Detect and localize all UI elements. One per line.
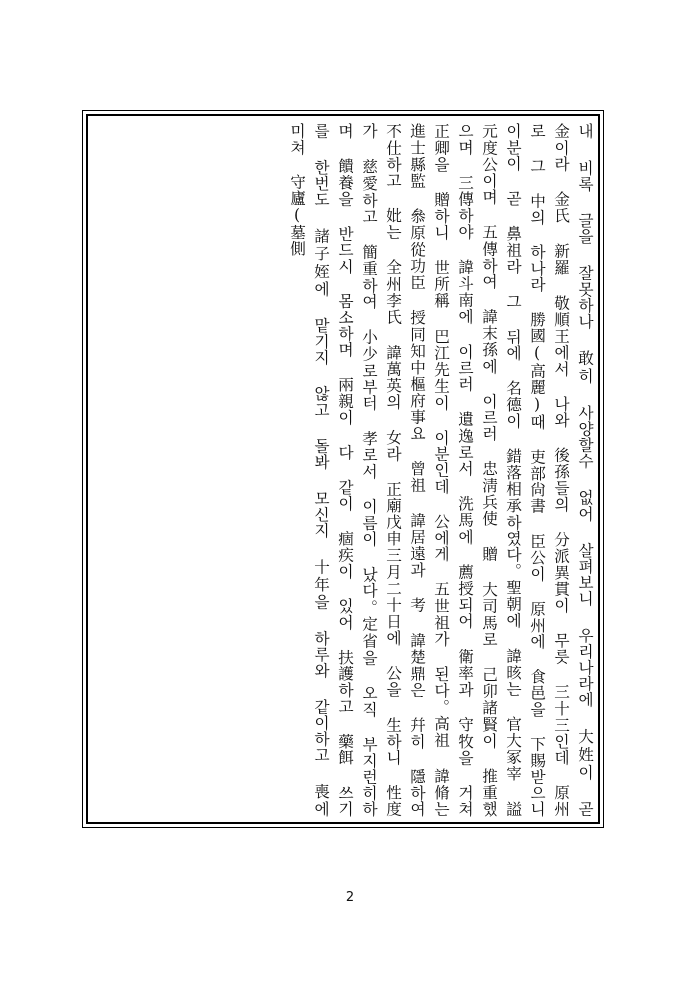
body-text: 내 비록 글을 잘못하나 敢히 사양할수 없어 살펴보니 우리나라에 大姓이 곧 金이라 金氏 新羅 敬順王에서 나와 後孫들의 分派異貫이 무릇 三十三인데 原州로 그 中의 하나라 勝國(高麗)때 吏部尙書 臣公이 原州에 食邑을 下賜받으니 이분이 곧 鼻祖라 그 뒤에 名德이 錯落相承하였다。聖朝에 諱晐는 官大冢宰 謚元度公이며 五傳하여 諱末孫에 이르러 忠淸兵使 贈 大司馬로 己卯諸賢이 推重했으며 三傳하야 諱斗南에 이르러 遺逸로서 洗馬에 薦授되어 衛率과 守牧을 거쳐 正卿을 贈하니 世所稱 巴江先生이 이분인데 公에게 五世祖가 된다。高祖 諱脩는 進士縣監 叅原從功臣 授同知中樞府事요 曾祖 諱居遠과 考 諱楚鼎은 幷히 隱하여 不仕하고 妣는 全州李氏 諱萬英의 女라 正廟戊申三月二十日에 公을 生하니 性度가 慈愛하고 簡重하여 小少로부터 孝로서 이름이 났다。定省을 오직 부지런히하며 饋養을 반드시 몸소하며 兩親이 다 같이 痼疾이 있어 扶護하고 藥餌 쓰기를 한번도 諸子姪에 맡기지 않고 돌봐 모신지 十年을 하루와 같이하고 喪에 미쳐 守廬(墓側	[288, 123, 594, 836]
page-frame	[82, 110, 604, 836]
page-number: 2	[345, 890, 355, 905]
vertical-text-block	[87, 123, 597, 836]
